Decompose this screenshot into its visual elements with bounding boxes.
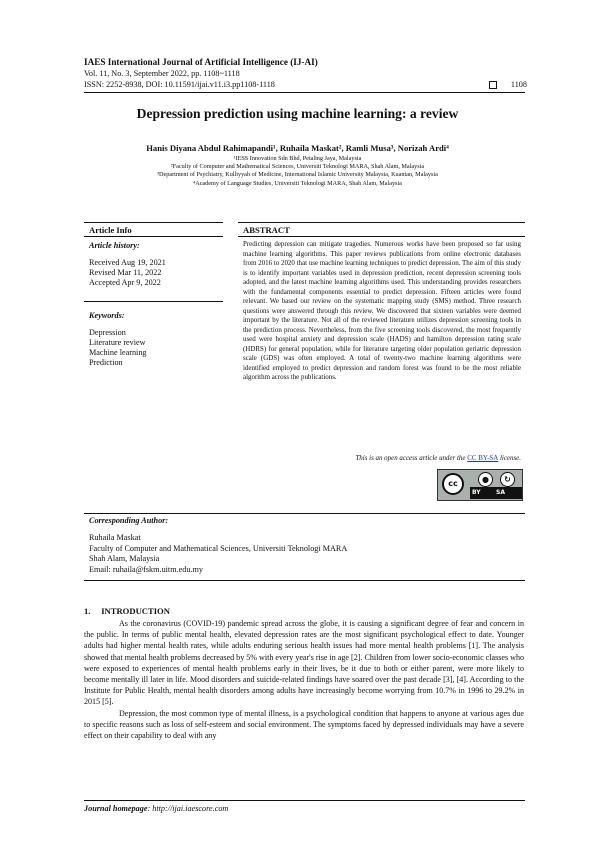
paper-title: Depression prediction using machine learning: a review (136, 106, 459, 121)
footer-rule (84, 800, 525, 801)
cc-icon: cc (442, 473, 464, 495)
cc-by-sa-badge[interactable] (437, 469, 523, 501)
page-number: 1108 (510, 80, 527, 89)
affiliation-4: ⁴Academy of Language Studies, Universiti Teknologi MARA, Shah Alam, Malaysia (193, 179, 402, 187)
square-icon (489, 81, 497, 89)
paper-authors: Hanis Diyana Abdul Rahimapandi¹, Ruhaila Maskat², Ramli Musa³, Norizah Ardi⁴ (146, 143, 449, 153)
badge-by-label: BY (472, 489, 481, 496)
corresponding-heading: Corresponding Author: (89, 516, 169, 525)
affiliation-3: ³Department of Psychiatry, Kulliyyah of Medicine, International Islamic University Malaysia, Kuantan, Malaysia (157, 171, 438, 179)
introduction-heading: 1. INTRODUCTION (84, 606, 170, 616)
homepage-label: Journal homepage (84, 804, 148, 813)
corresponding-name: Ruhaila Maskat (89, 533, 141, 542)
corresponding-faculty: Faculty of Computer and Mathematical Sciences, Universiti Teknologi MARA (89, 543, 348, 553)
license-statement (243, 454, 521, 462)
journal-volume: Vol. 11, No. 3, September 2022, pp. 1108~1118 (84, 69, 240, 78)
abstract-top-rule (238, 222, 525, 223)
person-icon: ● (478, 472, 493, 487)
abstract-bottom-rule (84, 513, 525, 514)
keywords-heading: Keywords: (89, 311, 125, 320)
keyword-item: Depression (89, 328, 126, 337)
license-link[interactable]: CC BY-SA (467, 454, 499, 462)
history-revised: Revised Mar 11, 2022 (89, 268, 162, 278)
affiliations (0, 155, 595, 188)
introduction-body (84, 618, 524, 741)
corresponding-location: Shah Alam, Malaysia (89, 554, 160, 564)
journal-name: IAES International Journal of Artificial Intelligence (IJ-AI) (84, 57, 318, 67)
badge-sa-label: SA (496, 489, 505, 496)
article-history-list (89, 258, 166, 288)
affiliation-1: ¹IESS Innovation Sdn Bhd, Petaling Jaya, Malaysia (233, 155, 362, 162)
introduction-paragraph: Depression, the most common type of mental illness, is a psychological condition that happens to anyone at various ages due to specific reasons such as loss of self-esteem and social environment. The symptoms faced by depressed individuals may have a severe effect on their capability to deal with any (84, 708, 524, 741)
license-prefix: This is an open access article under the (355, 454, 468, 462)
license-suffix: license. (498, 454, 521, 462)
page-number-block (489, 80, 527, 89)
journal-issn-doi: ISSN: 2252-8938, DOI: 10.11591/ijai.v11.i3.pp1108-1118 (84, 80, 275, 89)
journal-homepage (84, 804, 228, 813)
corresponding-email: Email: ruhaila@fskm.uitm.edu.my (89, 564, 203, 574)
article-history-heading: Article history: (89, 241, 140, 250)
abstract-heading-rule (238, 236, 525, 237)
abstract-text: Predicting depression can mitigate tragedies. Numerous works have been proposed so far using machine learning algorithms. This paper reviews publications from online electronic databases from 2016 to 2020 that use machine learning techniques to predict depression. The aim of this study is to identify important variables used in depression prediction, recent depression screening tools adopted, and the latest machine learning algorithms used. This understanding provides researchers with the fundamental components essential to predict depression. Fifteen articles were found relevant. We based our review on the systematic mapping study (SMS) method. Three research questions were answered through this review. We discovered that sixteen variables were deemed important by the literature. Not all of the reviewed literature utilizes depression screening tools in the prediction process. Nevertheless, from the five screening tools discovered, the most frequently used were hospital anxiety and depression scale (HADS) and hamilton depression rating scale (HDRS) for general population, while for literature targeting older population geriatric depression scale (GDS) was often employed. A total of twenty-two machine learning algorithms were identified employed to predict depression and random forest was found to be the most reliable algorithm across the publications. (243, 240, 521, 381)
homepage-url[interactable]: : http://ijai.iaescore.com (147, 804, 229, 813)
keyword-item: Literature review (89, 338, 146, 348)
article-info-heading-rule (84, 236, 223, 237)
keywords-list (89, 328, 147, 368)
keywords-top-rule (84, 301, 223, 302)
corresponding-bottom-rule (84, 580, 525, 581)
affiliation-2: ²Faculty of Computer and Mathematical Sciences, Universiti Teknologi MARA, Shah Alam, Malaysia (170, 163, 425, 171)
article-info-top-rule (84, 222, 223, 223)
keyword-item: Prediction (89, 358, 123, 368)
corresponding-details (89, 533, 347, 575)
share-alike-icon: ↻ (500, 472, 515, 487)
keyword-item: Machine learning (89, 348, 147, 358)
article-info-heading: Article Info (89, 225, 132, 235)
header-rule (84, 92, 525, 93)
abstract-heading: ABSTRACT (243, 225, 290, 235)
introduction-paragraph: As the coronavirus (COVID-19) pandemic spread across the globe, it is causing a significant degree of fear and concern in the public. In terms of public mental health, elevated depression rates are the most significant psychological effect to date. Younger adults had higher mental health rates, while adults enduring serious health issues had more mental health problems [1]. The analysis showed that mental health problems decreased by 5% with every year's rise in age [2]. Children from lower socio-economic classes who were exposed to experiences of mental health problems early in their lives, be it due to both or either parent, were more likely to become mentally ill later in life. Mood disorders and suicide-related findings have soared over the past decade [3], [4]. According to the Institute for Public Health, mental health disorders among adults have increasingly become worrying from 10.7% in 1996 to 29.2% in 2015 [5]. (84, 619, 524, 707)
history-received: Received Aug 19, 2021 (89, 258, 166, 267)
history-accepted: Accepted Apr 9, 2022 (89, 278, 161, 288)
